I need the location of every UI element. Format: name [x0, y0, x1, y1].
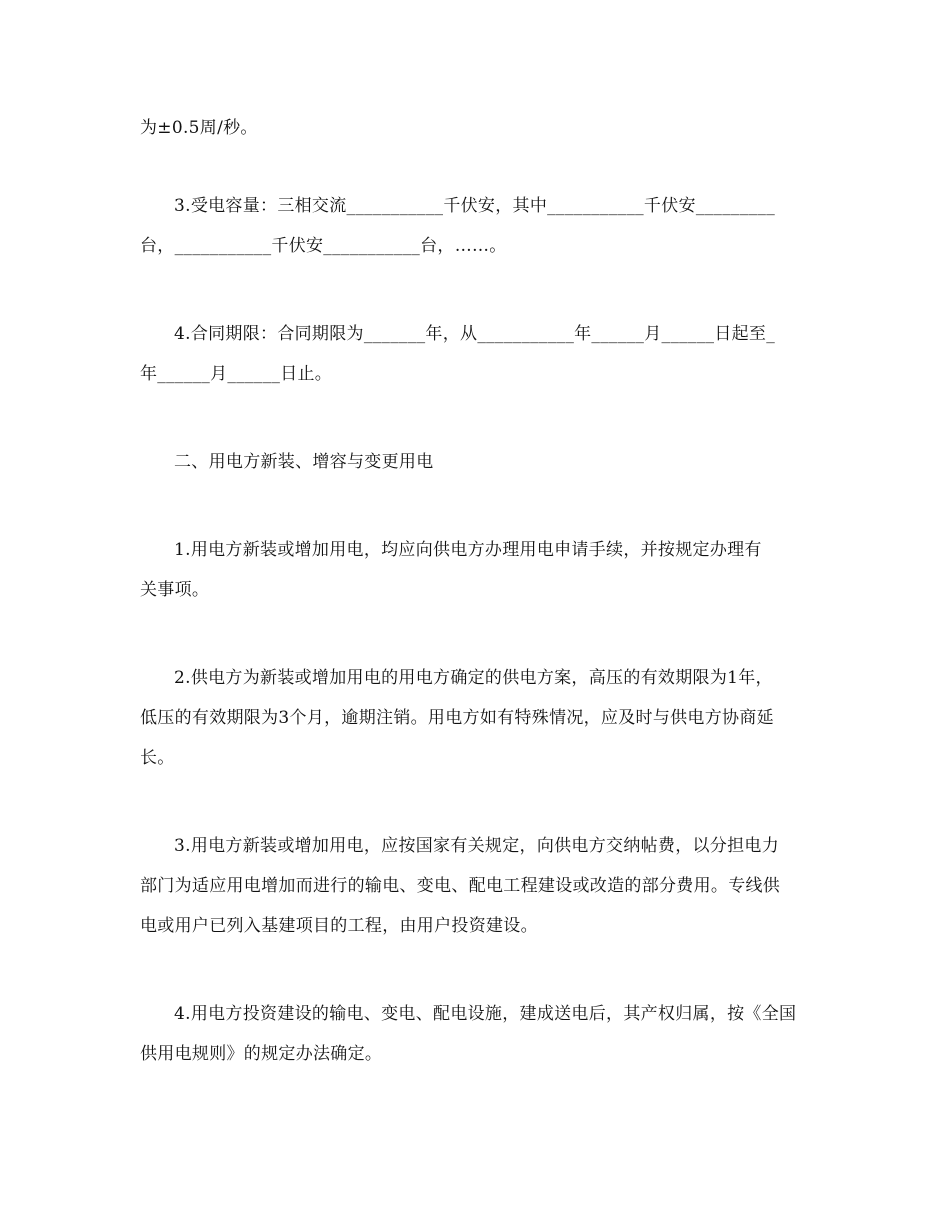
text-line: 3.用电方新装或增加用电，应按国家有关规定，向供电方交纳帖费，以分担电力	[174, 836, 780, 856]
text-line: 1.用电方新装或增加用电，均应向供电方办理用电申请手续，并按规定办理有	[174, 540, 762, 560]
paragraph-clause-2-1	[140, 530, 812, 610]
text-line: 电或用户已列入基建项目的工程，由用户投资建设。	[140, 916, 538, 936]
section-heading	[140, 442, 812, 482]
text-line: 4.用电方投资建设的输电、变电、配电设施，建成送电后，其产权归属，按《全国	[174, 1004, 797, 1024]
text-line: 3.受电容量：三相交流___________千伏安，其中___________千伏安_________	[174, 196, 776, 216]
heading-text: 二、用电方新装、增容与变更用电	[174, 452, 434, 472]
text-line: 部门为适应用电增加而进行的输电、变电、配电工程建设或改造的部分费用。专线供	[140, 876, 781, 896]
paragraph-frequency-tail	[140, 108, 812, 148]
paragraph-clause-2-4	[140, 994, 812, 1074]
text-line: 台，___________千伏安___________台，……。	[140, 236, 507, 256]
text-line: 关事项。	[140, 580, 210, 600]
text-line: 低压的有效期限为3个月，逾期注销。用电方如有特殊情况，应及时与供电方协商延	[140, 708, 774, 728]
text-line: 4.合同期限：合同期限为_______年，从___________年______月______日起至_	[174, 324, 776, 344]
text-line: 为±0.5周/秒。	[140, 118, 258, 138]
paragraph-clause-2-3	[140, 826, 812, 946]
text-line: 长。	[140, 748, 175, 768]
paragraph-capacity	[140, 186, 812, 266]
text-line: 供用电规则》的规定办法确定。	[140, 1044, 383, 1064]
text-line: 2.供电方为新装或增加用电的用电方确定的供电方案，高压的有效期限为1年，	[174, 668, 773, 688]
paragraph-term	[140, 314, 812, 394]
text-line: 年______月______日止。	[140, 364, 333, 384]
paragraph-clause-2-2	[140, 658, 812, 778]
document-page	[140, 108, 812, 1122]
